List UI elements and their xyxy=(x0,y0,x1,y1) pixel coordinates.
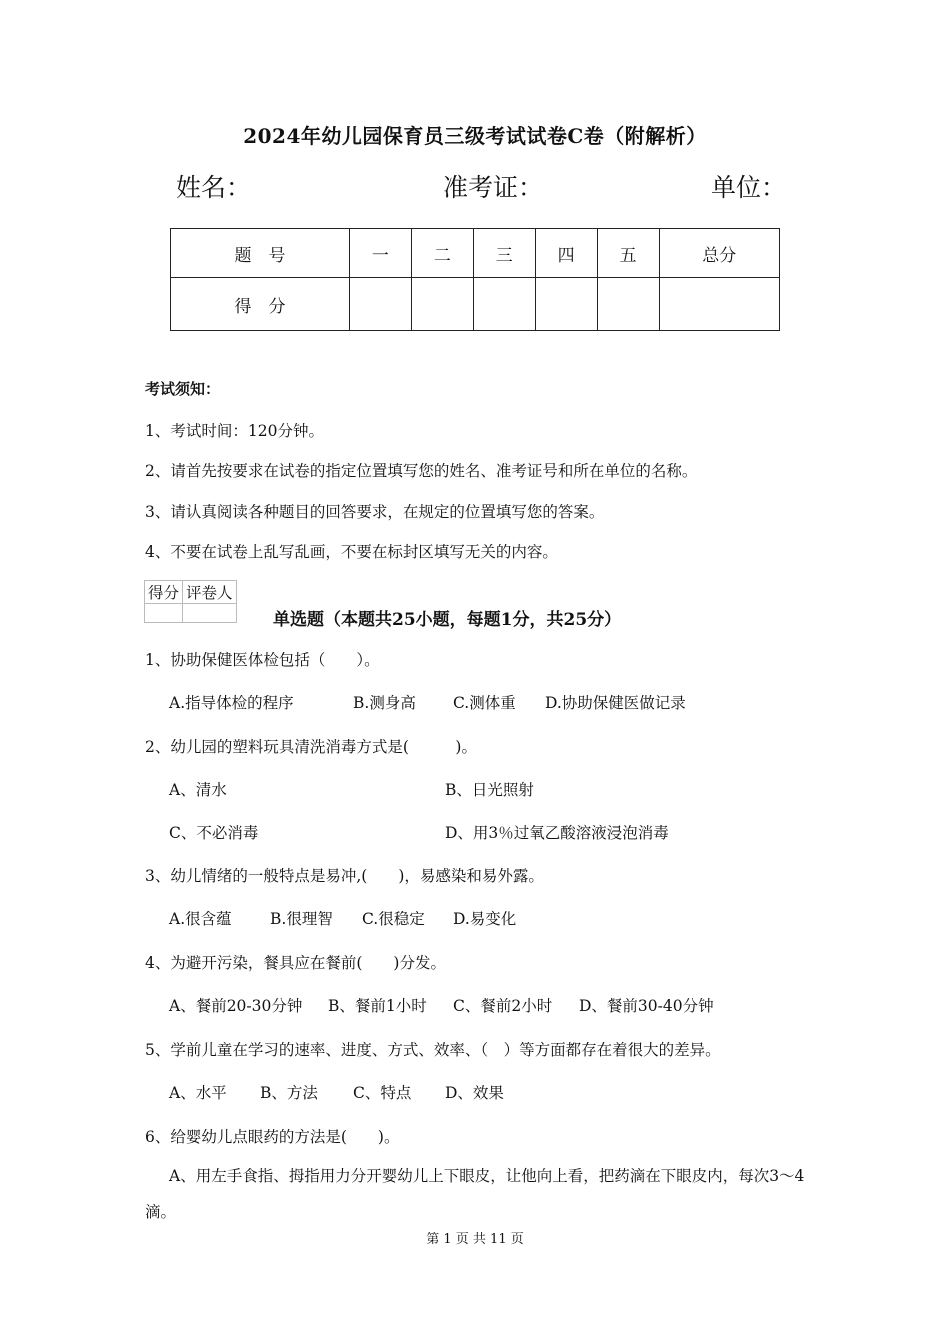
score-table-header-row xyxy=(171,229,780,278)
question-option: C、餐前2小时 xyxy=(453,997,553,1015)
question-option: C、不必消毒 xyxy=(169,824,259,842)
question-option: A.指导体检的程序 xyxy=(169,694,294,712)
question-option: D.协助保健医做记录 xyxy=(545,694,686,712)
section-title: 单选题（本题共25小题，每题1分，共25分） xyxy=(273,610,622,630)
question-option: C.很稳定 xyxy=(362,910,425,928)
score-table-score-row xyxy=(171,278,780,331)
score-header-cell: 四 xyxy=(535,229,597,278)
question-option: D、用3％过氧乙酸溶液浸泡消毒 xyxy=(445,824,669,842)
question-option: A.很含蕴 xyxy=(169,910,232,928)
score-header-cell: 题 号 xyxy=(171,229,350,278)
question-option: B、日光照射 xyxy=(445,781,534,799)
question-option: B.测身高 xyxy=(353,694,416,712)
score-cell[interactable] xyxy=(659,278,779,331)
question-stem: 6、给婴幼儿点眼药的方法是( )。 xyxy=(145,1128,400,1146)
page-footer: 第 1 页 共 11 页 xyxy=(426,1232,524,1247)
question-stem: 3、幼儿情绪的一般特点是易冲,( )，易感染和易外露。 xyxy=(145,867,544,885)
grader-box xyxy=(144,580,237,623)
name-label: 姓名： xyxy=(176,173,252,202)
question-option: B、方法 xyxy=(260,1084,318,1102)
question-stem: 4、为避开污染，餐具应在餐前( )分发。 xyxy=(145,954,446,972)
grader-name-label: 评卷人 xyxy=(183,581,237,604)
score-header-cell: 一 xyxy=(349,229,411,278)
question-option: B.很理智 xyxy=(270,910,333,928)
score-cell[interactable] xyxy=(473,278,535,331)
question-stem: 5、学前儿童在学习的速率、进度、方式、效率、（ ）等方面都存在着很大的差异。 xyxy=(145,1041,721,1059)
score-header-cell: 二 xyxy=(411,229,473,278)
score-cell[interactable] xyxy=(349,278,411,331)
ticket-label: 准考证： xyxy=(443,173,544,202)
question-option-paragraph: A、用左手食指、拇指用力分开婴幼儿上下眼皮，让他向上看，把药滴在下眼皮内，每次3～4滴。 xyxy=(145,1167,805,1221)
score-table xyxy=(170,228,780,331)
question-option: D、效果 xyxy=(445,1084,504,1102)
question-option: C.测体重 xyxy=(453,694,516,712)
question-option: A、餐前20-30分钟 xyxy=(169,997,303,1015)
unit-label: 单位： xyxy=(711,173,787,202)
question-stem: 1、协助保健医体检包括（ ）。 xyxy=(145,651,380,669)
notice-heading: 考试须知： xyxy=(145,380,221,398)
score-header-cell: 三 xyxy=(473,229,535,278)
score-cell[interactable] xyxy=(597,278,659,331)
question-option: C、特点 xyxy=(353,1084,412,1102)
notice-item: 1、考试时间：120分钟。 xyxy=(145,422,324,440)
question-option: A、清水 xyxy=(169,781,227,799)
grader-score-cell[interactable] xyxy=(145,604,183,623)
grader-score-label: 得分 xyxy=(145,581,183,604)
grader-name-cell[interactable] xyxy=(183,604,237,623)
notice-item: 2、请首先按要求在试卷的指定位置填写您的姓名、准考证号和所在单位的名称。 xyxy=(145,462,698,480)
question-stem: 2、幼儿园的塑料玩具清洗消毒方式是( )。 xyxy=(145,738,477,756)
question-option: A、水平 xyxy=(169,1084,227,1102)
score-row-label: 得 分 xyxy=(171,278,350,331)
notice-item: 4、不要在试卷上乱写乱画，不要在标封区填写无关的内容。 xyxy=(145,543,558,561)
question-option: D.易变化 xyxy=(453,910,517,928)
score-header-cell: 总分 xyxy=(659,229,779,278)
score-cell[interactable] xyxy=(535,278,597,331)
question-option: D、餐前30-40分钟 xyxy=(579,997,714,1015)
score-cell[interactable] xyxy=(411,278,473,331)
notice-item: 3、请认真阅读各种题目的回答要求，在规定的位置填写您的答案。 xyxy=(145,503,605,521)
page-title: 2024年幼儿园保育员三级考试试卷C卷（附解析） xyxy=(243,124,707,148)
question-option: B、餐前1小时 xyxy=(328,997,427,1015)
score-header-cell: 五 xyxy=(597,229,659,278)
